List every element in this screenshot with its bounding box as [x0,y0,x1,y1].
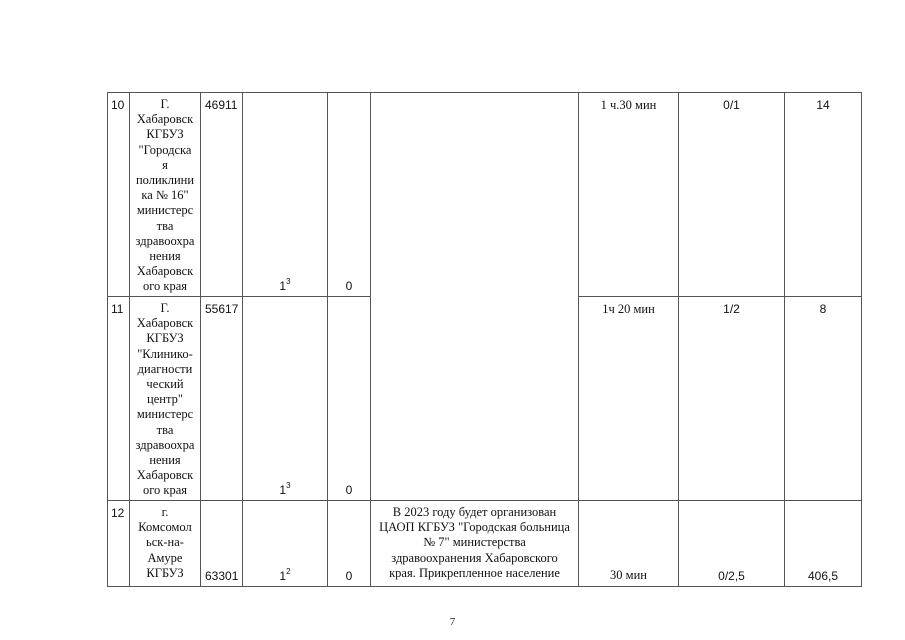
row-number: 11 [108,297,130,501]
name-line: Г. [160,97,170,111]
name-line: ческий [146,377,184,392]
name-line: нения [149,249,181,264]
note-line: здравоохранения Хабаровского [391,550,558,565]
code-cell: 46911 [201,93,243,297]
count-value: 1 [279,279,287,293]
zero-cell: 0 [328,93,371,297]
travel-time: 30 мин [579,501,679,587]
count-cell [243,297,328,501]
row-number: 10 [108,93,130,297]
table-row [108,93,862,297]
name-line: Г. [160,301,170,315]
count-value: 1 [279,483,287,497]
code-cell: 55617 [201,297,243,501]
institution-name [130,93,201,297]
name-line: тва [156,422,174,437]
last-value: 406,5 [785,501,862,587]
last-value: 8 [785,297,862,501]
name-line: я [162,157,168,172]
name-line: Хабаровск [136,112,194,127]
ratio-cell: 0/2,5 [679,501,785,587]
page-number: 7 [449,616,456,628]
ratio-cell: 0/1 [679,93,785,297]
travel-time: 1ч 20 мин [579,297,679,501]
count-cell [243,501,328,587]
travel-time: 1 ч.30 мин [579,93,679,297]
code-cell: 63301 [201,501,243,587]
name-line: Амуре [147,550,183,565]
name-line: ого края [142,483,188,498]
name-line: ка № 16" [141,188,189,203]
institution-name [130,501,201,587]
name-line: ого края [142,279,188,294]
note-line: края. Прикрепленное население [389,565,560,580]
last-value: 14 [785,93,862,297]
name-line: диагности [137,361,193,376]
name-line: г. [161,505,169,519]
name-line: здравоохра [135,437,195,452]
count-cell [243,93,328,297]
count-value: 1 [279,569,287,583]
table-row [108,501,862,587]
name-line: "Городска [138,142,192,157]
name-line: КГБУЗ [146,331,184,346]
name-line: Хабаровск [136,316,194,331]
count-superscript: 3 [286,277,291,286]
name-line: Хабаровск [136,468,194,483]
zero-cell: 0 [328,297,371,501]
name-line: министерс [136,203,194,218]
row-number: 12 [108,501,130,587]
name-line: ьск-на- [146,535,184,550]
name-line: министерс [136,407,194,422]
note-line: В 2023 году будет организован [392,505,557,519]
note-cell [371,501,579,587]
name-line: КГБУЗ [146,565,184,580]
name-line: "Клинико- [137,346,193,361]
zero-cell: 0 [328,501,371,587]
name-line: центр" [147,392,183,407]
institution-name [130,297,201,501]
note-line: № 7" министерства [423,535,526,550]
name-line: Комсомол [138,520,192,535]
name-line: Хабаровск [136,264,194,279]
note-line: ЦАОП КГБУЗ "Городская больница [379,520,570,535]
name-line: здравоохра [135,233,195,248]
ratio-cell: 1/2 [679,297,785,501]
count-superscript: 3 [286,481,291,490]
note-cell-merged [371,93,579,501]
data-table [107,92,862,587]
name-line: тва [156,218,174,233]
name-line: КГБУЗ [146,127,184,142]
count-superscript: 2 [286,567,291,576]
name-line: нения [149,453,181,468]
name-line: поликлини [135,173,195,188]
